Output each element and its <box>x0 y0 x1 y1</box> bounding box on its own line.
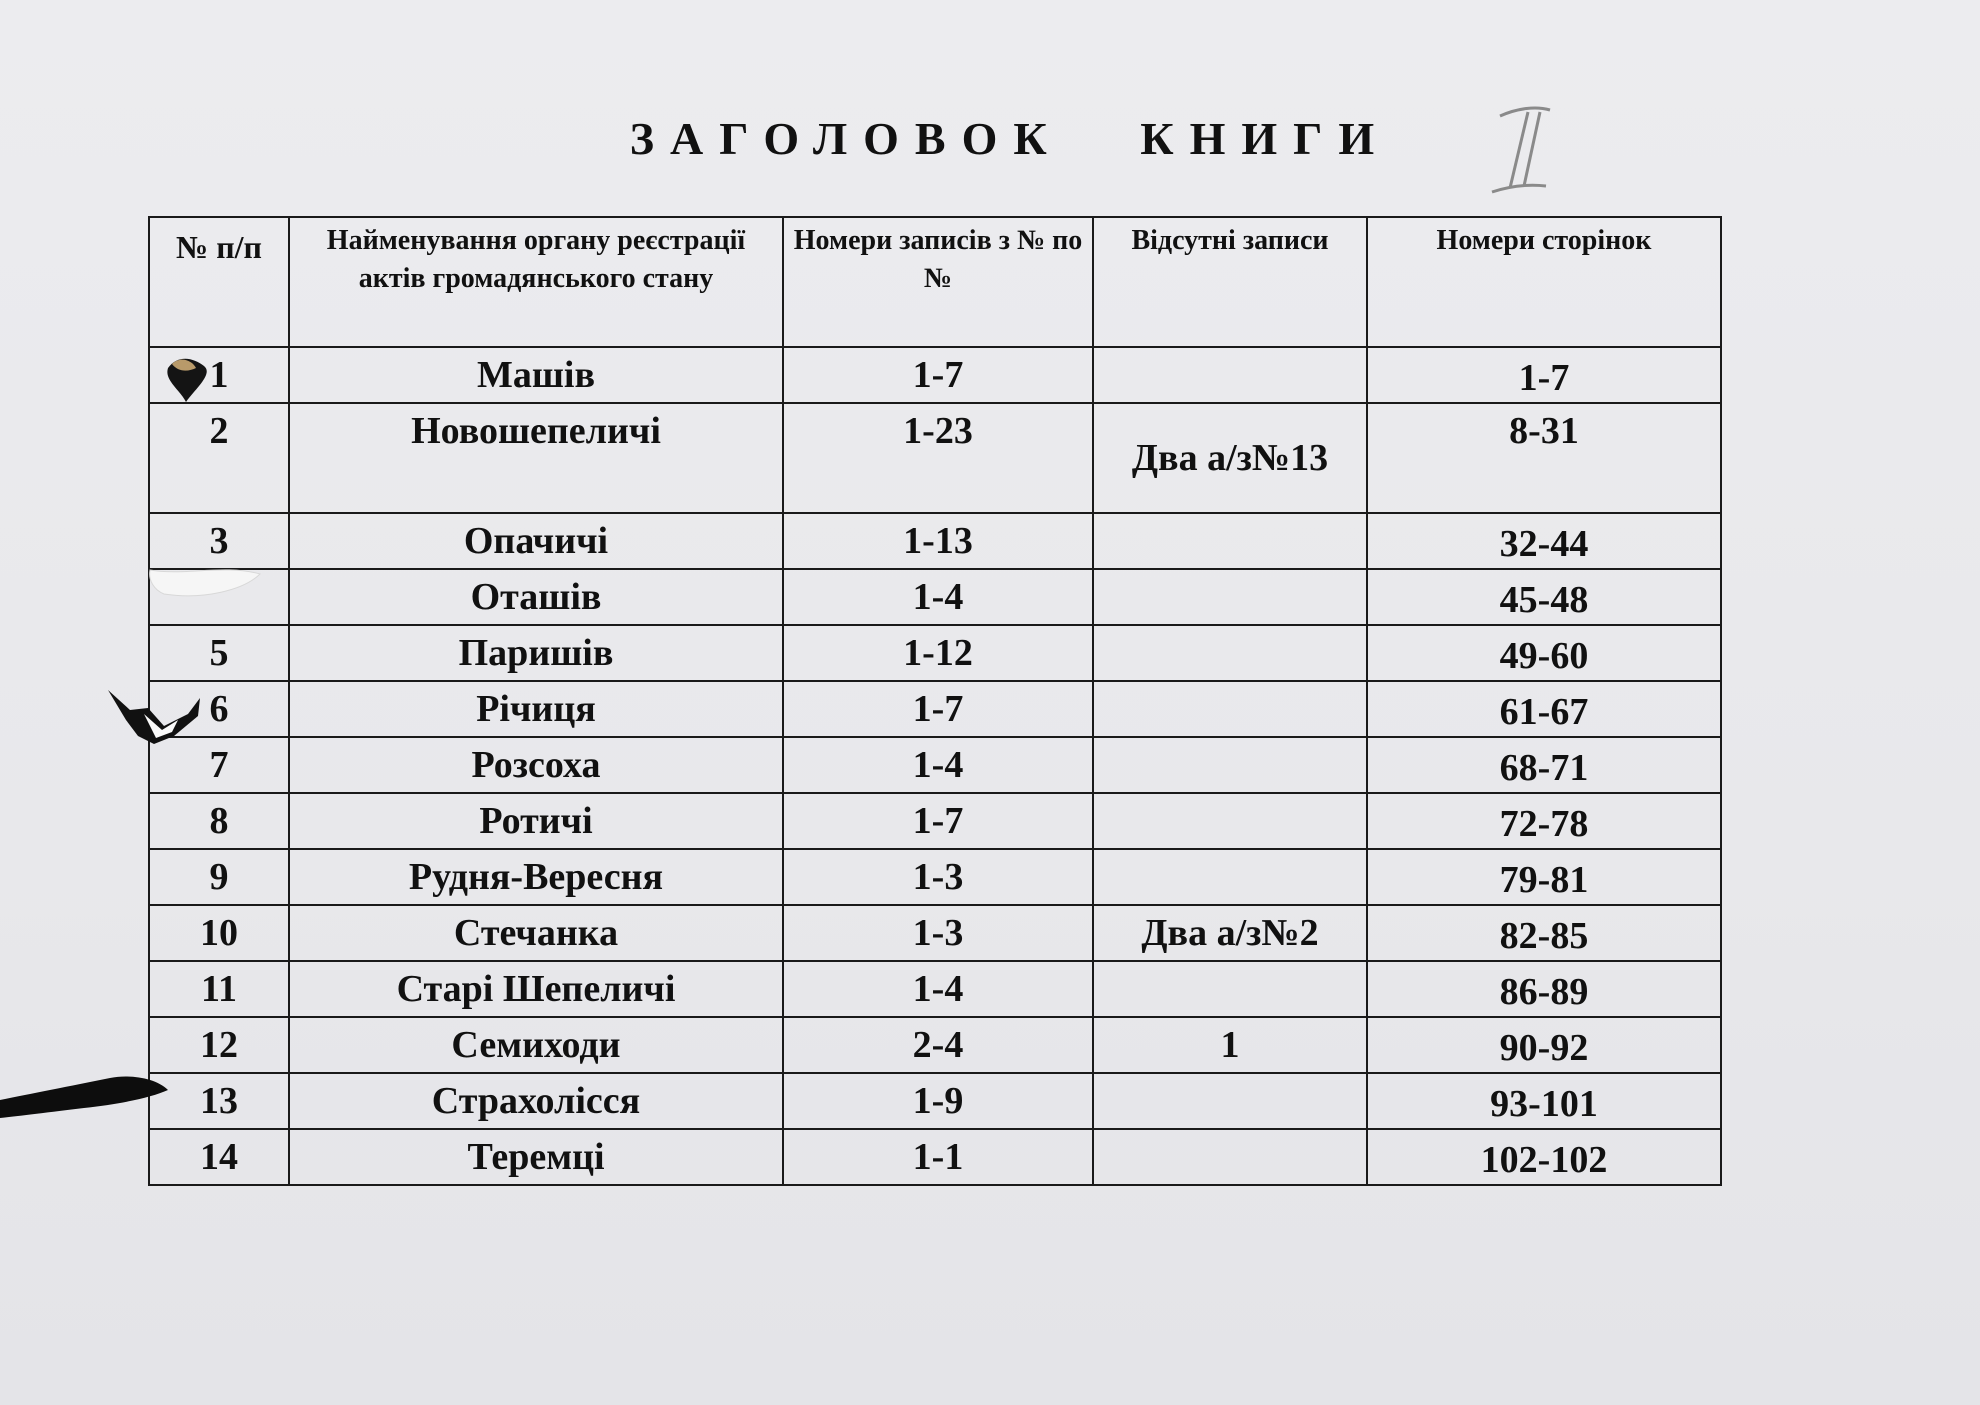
cell-range: 1-3 <box>783 849 1093 905</box>
cell-name: Стечанка <box>289 905 783 961</box>
cell-pages: 68-71 <box>1367 737 1721 793</box>
table-row <box>149 347 1721 403</box>
header-range: Номери записів з № по № <box>783 217 1093 347</box>
cell-name: Опачичі <box>289 513 783 569</box>
table-row <box>149 793 1721 849</box>
cell-range: 1-3 <box>783 905 1093 961</box>
cell-name: Рудня-Вересня <box>289 849 783 905</box>
cell-name: Новошепеличі <box>289 403 783 513</box>
header-name: Найменування органу реєстрації актів громадянського стану <box>289 217 783 347</box>
cell-pages: 72-78 <box>1367 793 1721 849</box>
table-row <box>149 849 1721 905</box>
paper-tear-mark <box>144 560 264 620</box>
cell-absent: 1 <box>1093 1017 1367 1073</box>
cell-pages: 61-67 <box>1367 681 1721 737</box>
cell-range: 1-23 <box>783 403 1093 513</box>
table-row <box>149 625 1721 681</box>
cell-name: Семиходи <box>289 1017 783 1073</box>
cell-pages: 93-101 <box>1367 1073 1721 1129</box>
cell-num: 14 <box>149 1129 289 1185</box>
cell-name: Страхолісся <box>289 1073 783 1129</box>
cell-range: 2-4 <box>783 1017 1093 1073</box>
table-row <box>149 1073 1721 1129</box>
table-row <box>149 1017 1721 1073</box>
cell-pages: 1-7 <box>1367 347 1721 403</box>
table-row <box>149 905 1721 961</box>
cell-absent <box>1093 737 1367 793</box>
cell-pages: 102-102 <box>1367 1129 1721 1185</box>
table-row <box>149 961 1721 1017</box>
table-row <box>149 737 1721 793</box>
cell-absent <box>1093 625 1367 681</box>
cell-range: 1-13 <box>783 513 1093 569</box>
cell-num: 12 <box>149 1017 289 1073</box>
cell-absent <box>1093 793 1367 849</box>
cell-absent <box>1093 569 1367 625</box>
cell-absent <box>1093 849 1367 905</box>
cell-num: 5 <box>149 625 289 681</box>
cell-range: 1-4 <box>783 961 1093 1017</box>
cell-absent <box>1093 513 1367 569</box>
cell-name: Паришів <box>289 625 783 681</box>
paper-tear-mark <box>164 350 222 406</box>
cell-range: 1-1 <box>783 1129 1093 1185</box>
cell-absent <box>1093 347 1367 403</box>
register-table <box>148 216 1722 1186</box>
cell-range: 1-9 <box>783 1073 1093 1129</box>
header-absent: Відсутні записи <box>1093 217 1367 347</box>
cell-num: 9 <box>149 849 289 905</box>
cell-range: 1-7 <box>783 681 1093 737</box>
cell-range: 1-12 <box>783 625 1093 681</box>
table-row <box>149 513 1721 569</box>
cell-range: 1-7 <box>783 793 1093 849</box>
cell-num: 8 <box>149 793 289 849</box>
cell-num: 2 <box>149 403 289 513</box>
cell-pages: 82-85 <box>1367 905 1721 961</box>
cell-name: Річиця <box>289 681 783 737</box>
paper-tear-mark <box>0 1072 170 1124</box>
cell-absent <box>1093 961 1367 1017</box>
cell-name: Ротичі <box>289 793 783 849</box>
cell-pages: 45-48 <box>1367 569 1721 625</box>
cell-name: Теремці <box>289 1129 783 1185</box>
cell-num: 10 <box>149 905 289 961</box>
page-title: ЗАГОЛОВОК КНИГИ <box>629 113 1391 164</box>
paper-tear-mark <box>104 686 204 750</box>
cell-range: 1-4 <box>783 737 1093 793</box>
cell-absent <box>1093 681 1367 737</box>
cell-absent <box>1093 1129 1367 1185</box>
cell-pages: 32-44 <box>1367 513 1721 569</box>
header-row <box>149 217 1721 347</box>
cell-absent: Два а/з№2 <box>1093 905 1367 961</box>
cell-name: Старі Шепеличі <box>289 961 783 1017</box>
cell-pages: 49-60 <box>1367 625 1721 681</box>
cell-num: 7 <box>149 737 289 793</box>
table-row <box>149 1129 1721 1185</box>
table-row <box>149 569 1721 625</box>
cell-pages: 79-81 <box>1367 849 1721 905</box>
cell-name: Розсоха <box>289 737 783 793</box>
cell-pages: 8-31 <box>1367 403 1721 513</box>
cell-pages: 86-89 <box>1367 961 1721 1017</box>
cell-num: 3 <box>149 513 289 569</box>
cell-num: 1 <box>149 347 289 403</box>
cell-num: 13 <box>149 1073 289 1129</box>
cell-pages: 90-92 <box>1367 1017 1721 1073</box>
handwritten-volume-mark <box>1488 102 1558 202</box>
header-num: № п/п <box>149 217 289 347</box>
cell-name: Машів <box>289 347 783 403</box>
cell-absent <box>1093 1073 1367 1129</box>
cell-absent: Два а/з№13 <box>1093 403 1367 513</box>
table-row <box>149 403 1721 513</box>
cell-num: 6 <box>149 681 289 737</box>
cell-range: 1-7 <box>783 347 1093 403</box>
cell-num: 11 <box>149 961 289 1017</box>
cell-range: 1-4 <box>783 569 1093 625</box>
table-row <box>149 681 1721 737</box>
header-pages: Номери сторінок <box>1367 217 1721 347</box>
cell-name: Оташів <box>289 569 783 625</box>
